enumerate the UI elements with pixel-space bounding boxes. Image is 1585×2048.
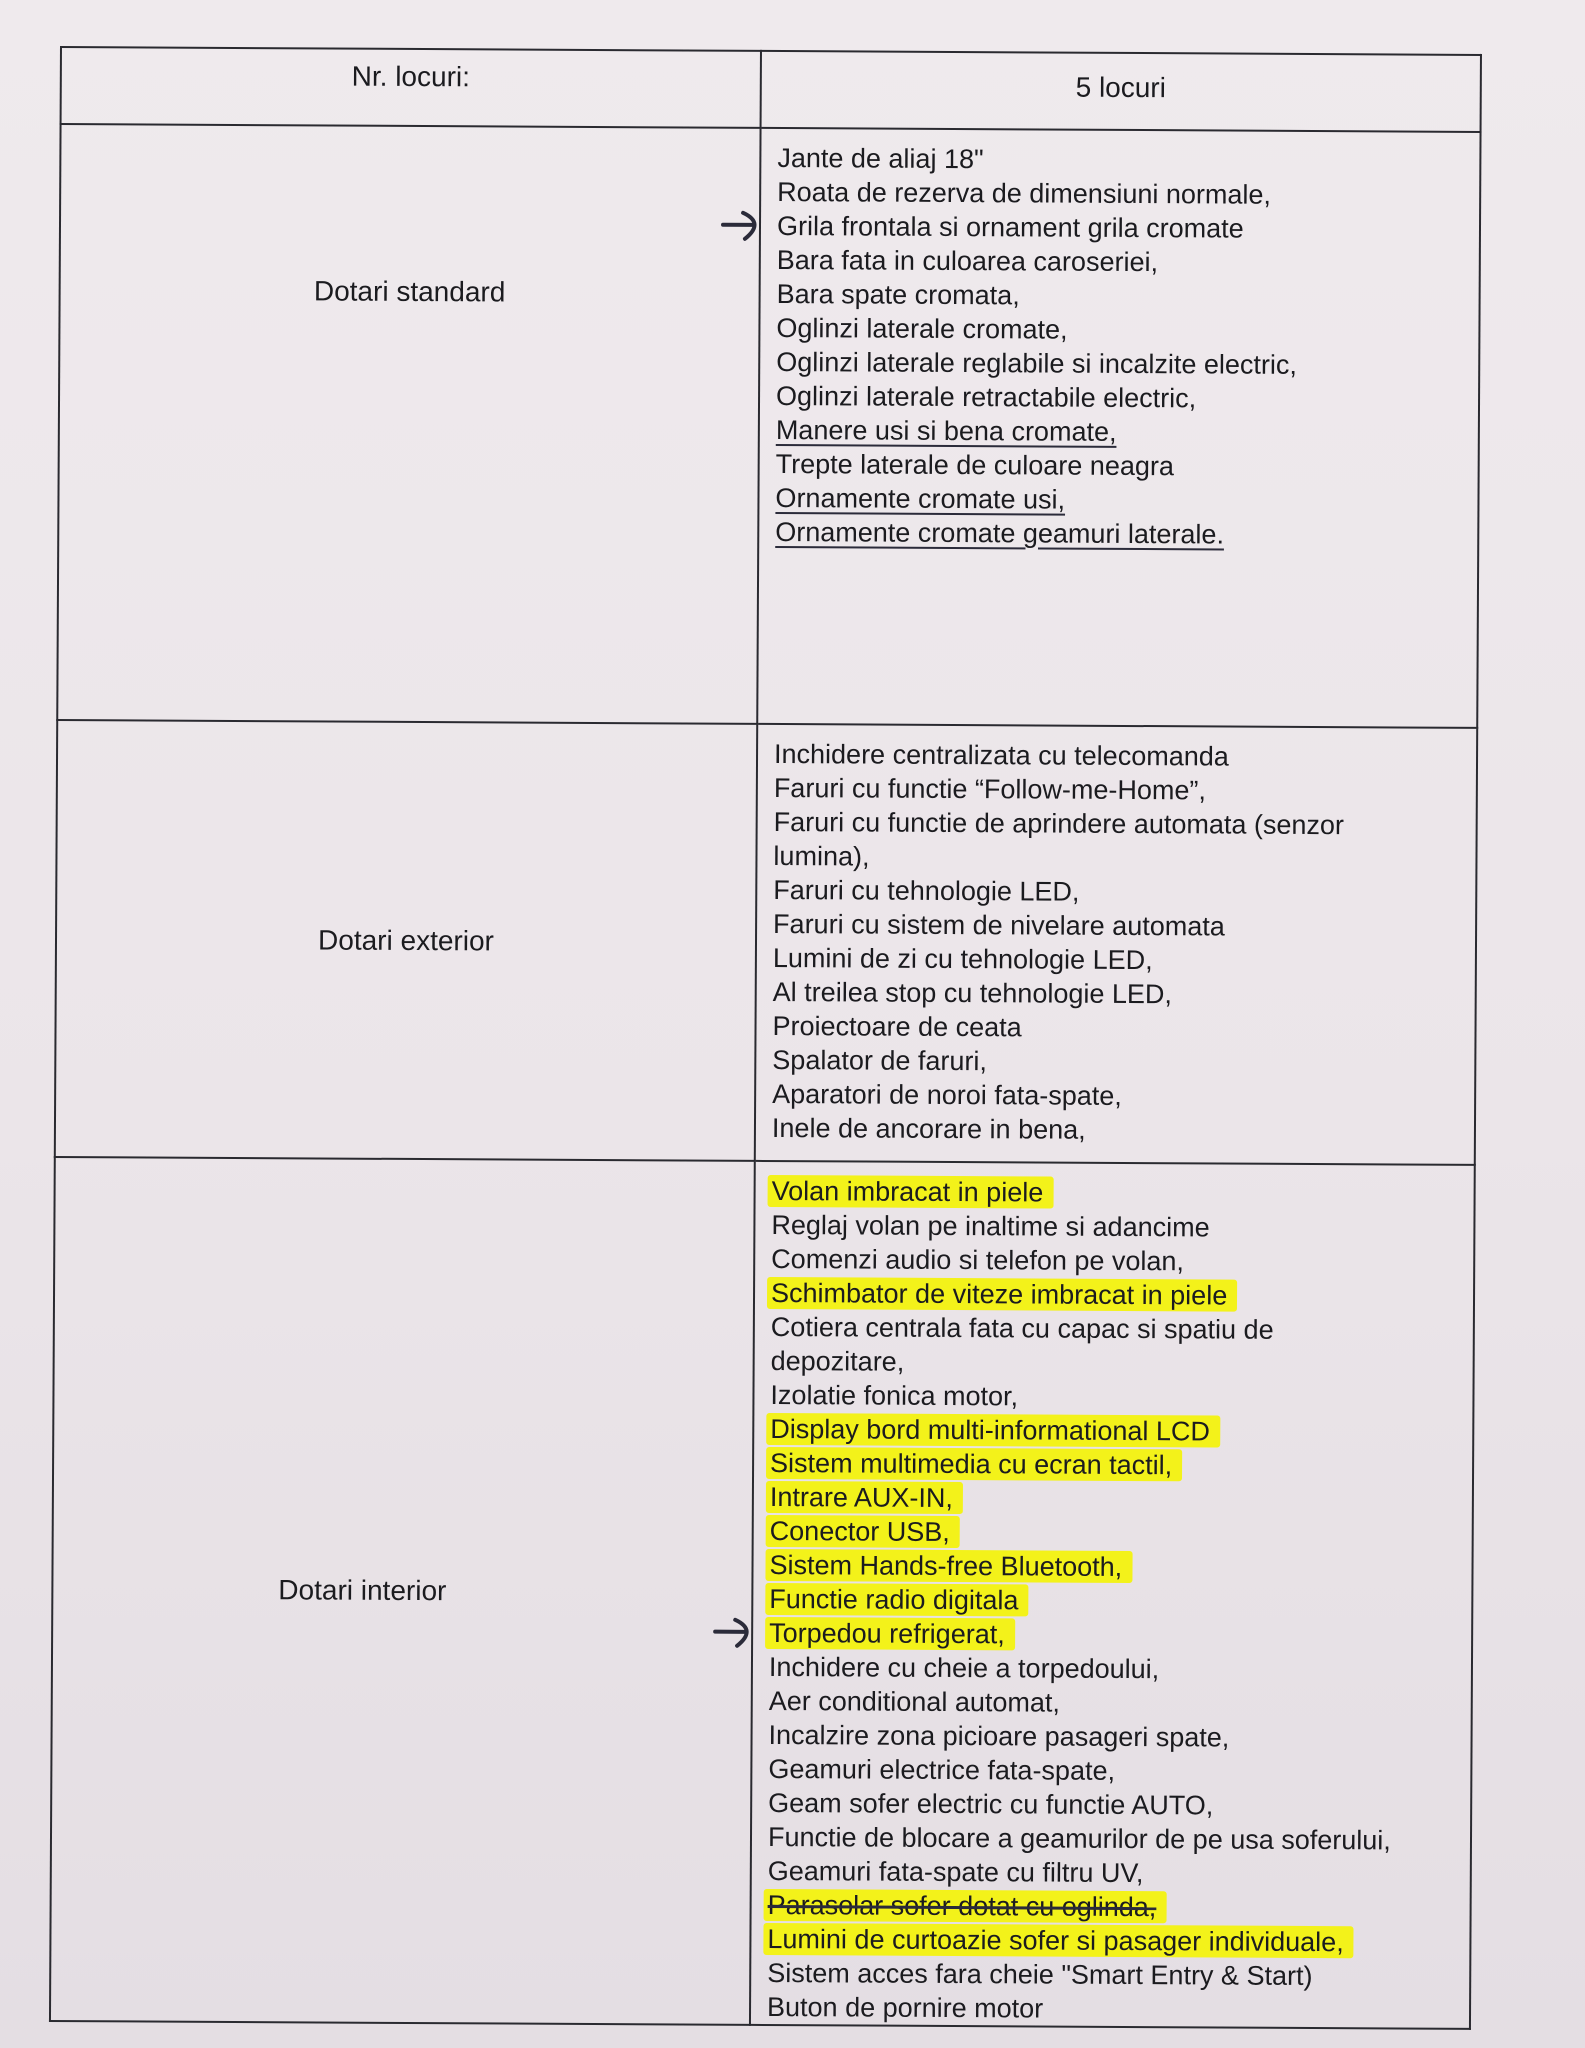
feature-text: Reglaj volan pe inaltime si adancime <box>771 1209 1210 1243</box>
feature-item <box>774 737 1476 775</box>
feature-text: Manere usi si bena cromate, <box>775 415 1117 447</box>
feature-item <box>770 1378 1472 1416</box>
feature-text: lumina), <box>773 840 870 872</box>
feature-text: Parasolar sofer dotat cu oglinda, <box>764 1889 1167 1923</box>
feature-text: Faruri cu functie de aprindere automata (senzor <box>773 806 1345 841</box>
feature-item <box>773 907 1475 945</box>
feature-text: Spalator de faruri, <box>772 1044 988 1077</box>
feature-item <box>768 1752 1470 1790</box>
feature-text: Incalzire zona picioare pasageri spate, <box>768 1719 1230 1753</box>
feature-item <box>772 1111 1474 1149</box>
standard-label: Dotari standard <box>313 275 506 308</box>
feature-item <box>776 413 1478 451</box>
feature-item <box>768 1786 1470 1824</box>
feature-text: Intrare AUX-IN, <box>766 1481 963 1514</box>
feature-item <box>776 311 1478 349</box>
feature-item <box>767 1990 1469 2028</box>
feature-item <box>770 1446 1472 1484</box>
feature-text: Faruri cu sistem de nivelare automata <box>773 908 1225 942</box>
feature-text: Bara fata in culoarea caroseriei, <box>776 245 1159 278</box>
feature-item <box>777 175 1479 213</box>
feature-text: Lumini de curtoazie sofer si pasager individuale, <box>763 1923 1353 1958</box>
feature-text: Torpedou refrigerat, <box>765 1617 1015 1650</box>
feature-item <box>773 975 1475 1013</box>
pen-arrow-icon <box>719 205 779 245</box>
feature-item <box>777 209 1479 247</box>
feature-text: Faruri cu functie “Follow-me-Home”, <box>773 772 1207 806</box>
feature-text: Roata de rezerva de dimensiuni normale, <box>777 177 1272 210</box>
exterior-items-cell <box>755 724 1477 1165</box>
feature-item <box>774 805 1476 843</box>
interior-label: Dotari interior <box>278 1574 447 1607</box>
feature-text: Sistem multimedia cu ecran tactil, <box>766 1447 1182 1481</box>
feature-item <box>777 141 1479 179</box>
seats-value: 5 locuri <box>1075 71 1166 104</box>
standard-label-cell <box>57 124 760 724</box>
feature-text: Grila frontala si ornament grila cromate <box>776 211 1244 244</box>
feature-text: depozitare, <box>770 1345 905 1377</box>
feature-item <box>772 1174 1474 1212</box>
feature-text: Display bord multi-informational LCD <box>766 1413 1220 1448</box>
interior-items-list <box>751 1162 1474 2028</box>
feature-item <box>772 1043 1474 1081</box>
feature-text: Jante de aliaj 18" <box>777 143 984 175</box>
feature-item <box>772 1009 1474 1047</box>
feature-text: Sistem Hands-free Bluetooth, <box>765 1549 1132 1583</box>
feature-item <box>767 1956 1469 1994</box>
feature-text: Trepte laterale de culoare neagra <box>775 449 1175 482</box>
table-row-seats <box>61 47 1481 132</box>
feature-text: Geamuri fata-spate cu filtru UV, <box>767 1855 1144 1889</box>
feature-text: Functie radio digitala <box>765 1583 1028 1616</box>
feature-text: Inele de ancorare in bena, <box>771 1112 1086 1145</box>
feature-item <box>769 1616 1471 1654</box>
feature-text: Comenzi audio si telefon pe volan, <box>771 1243 1185 1277</box>
pen-arrow-icon <box>711 1612 771 1652</box>
feature-item <box>771 1310 1473 1348</box>
feature-item <box>770 1480 1472 1518</box>
specifications-table <box>49 46 1482 2030</box>
table-row-exterior <box>55 720 1477 1165</box>
feature-item <box>773 839 1475 877</box>
seats-label-cell <box>61 47 761 128</box>
feature-item <box>773 941 1475 979</box>
standard-items-list <box>759 129 1479 553</box>
table-row-interior <box>50 1157 1475 2029</box>
feature-item <box>768 1718 1470 1756</box>
feature-text: Geam sofer electric cu functie AUTO, <box>768 1787 1214 1821</box>
feature-item <box>769 1684 1471 1722</box>
feature-text: Cotiera centrala fata cu capac si spatiu de <box>770 1311 1274 1345</box>
interior-items-cell <box>750 1161 1475 2029</box>
feature-text: Ornamente cromate usi, <box>775 483 1066 515</box>
feature-text: Oglinzi laterale retractabile electric, <box>775 381 1197 414</box>
feature-item <box>769 1582 1471 1620</box>
feature-text: Sistem acces fara cheie "Smart Entry & Start) <box>767 1957 1313 1992</box>
feature-item <box>777 243 1479 281</box>
seats-label: Nr. locuri: <box>351 60 471 93</box>
feature-item <box>776 379 1478 417</box>
feature-item <box>768 1854 1470 1892</box>
feature-item <box>769 1650 1471 1688</box>
feature-item <box>768 1820 1470 1858</box>
feature-item <box>774 771 1476 809</box>
feature-item <box>773 873 1475 911</box>
feature-text: Volan imbracat in piele <box>768 1175 1054 1209</box>
feature-item <box>771 1208 1473 1246</box>
feature-text: Inchidere cu cheie a torpedoului, <box>768 1651 1160 1685</box>
table-row-standard <box>57 124 1480 728</box>
seats-value-cell <box>761 51 1481 132</box>
feature-item <box>775 481 1477 519</box>
feature-text: Faruri cu tehnologie LED, <box>773 874 1080 907</box>
feature-text: Inchidere centralizata cu telecomanda <box>773 738 1229 772</box>
feature-item <box>768 1888 1470 1926</box>
feature-text: Oglinzi laterale reglabile si incalzite electric, <box>776 347 1298 380</box>
feature-item <box>770 1514 1472 1552</box>
feature-text: Aparatori de noroi fata-spate, <box>772 1078 1122 1111</box>
feature-text: Proiectoare de ceata <box>772 1010 1022 1043</box>
feature-text: Izolatie fonica motor, <box>770 1379 1019 1412</box>
standard-items-cell <box>757 128 1480 728</box>
feature-text: Conector USB, <box>766 1515 960 1548</box>
feature-text: Aer conditional automat, <box>768 1685 1061 1718</box>
feature-text: Al treilea stop cu tehnologie LED, <box>772 976 1173 1010</box>
exterior-label: Dotari exterior <box>318 923 495 956</box>
exterior-label-cell <box>55 720 757 1161</box>
feature-text: Functie de blocare a geamurilor de pe usa soferului, <box>767 1821 1391 1856</box>
feature-text: Bara spate cromata, <box>776 279 1020 311</box>
feature-item <box>771 1344 1473 1382</box>
feature-text: Geamuri electrice fata-spate, <box>768 1753 1116 1786</box>
feature-text: Buton de pornire motor <box>766 1991 1044 2024</box>
feature-item <box>777 277 1479 315</box>
feature-item <box>771 1276 1473 1314</box>
feature-item <box>776 345 1478 383</box>
feature-item <box>767 1922 1469 1960</box>
feature-text: Ornamente cromate geamuri laterale. <box>775 517 1225 550</box>
feature-item <box>769 1548 1471 1586</box>
feature-item <box>770 1412 1472 1450</box>
feature-item <box>775 515 1477 553</box>
feature-text: Oglinzi laterale cromate, <box>776 313 1068 345</box>
feature-text: Schimbator de viteze imbracat in piele <box>767 1277 1237 1312</box>
exterior-items-list <box>756 725 1476 1149</box>
feature-item <box>771 1242 1473 1280</box>
interior-label-cell <box>50 1157 755 2025</box>
feature-item <box>772 1077 1474 1115</box>
feature-item <box>776 447 1478 485</box>
feature-text: Lumini de zi cu tehnologie LED, <box>772 942 1153 976</box>
